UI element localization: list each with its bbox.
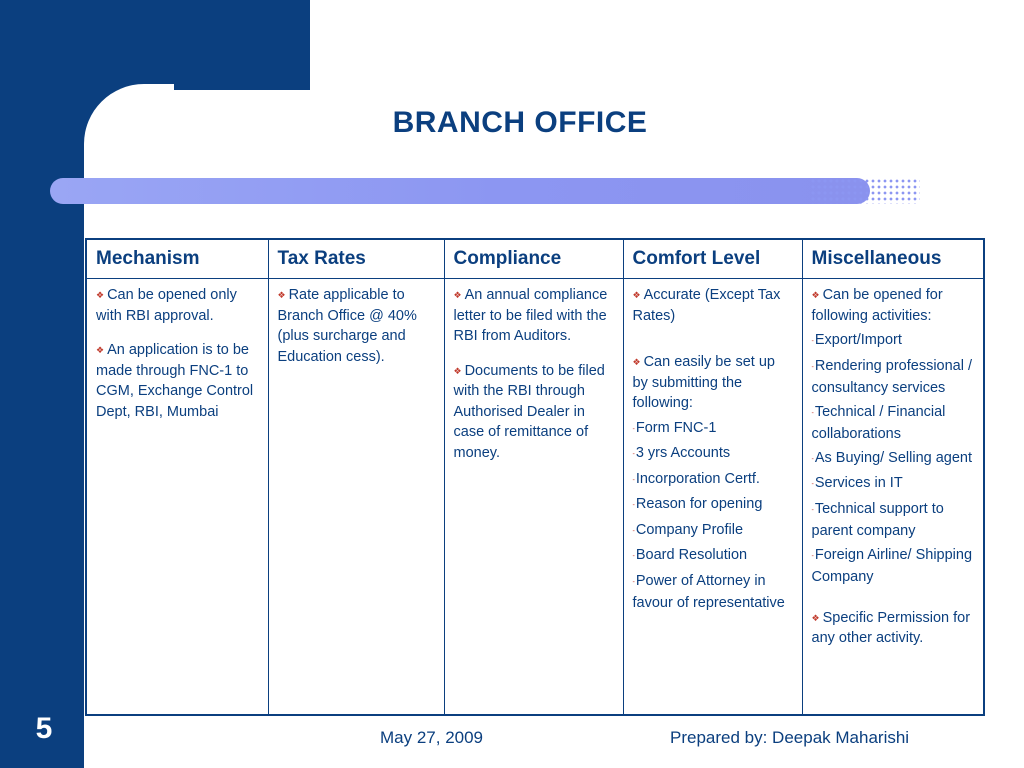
dash-bullet-icon: - bbox=[811, 338, 814, 345]
sub-list-item bbox=[812, 330, 975, 353]
dash-bullet-icon: - bbox=[811, 455, 814, 463]
header-mechanism: Mechanism bbox=[86, 239, 268, 279]
item-text: An annual compliance letter to be filed with the RBI from Auditors. bbox=[453, 287, 608, 344]
list-item bbox=[633, 352, 793, 414]
table-header-row bbox=[86, 239, 984, 279]
sub-item-text: Rendering professional / consultancy services bbox=[811, 357, 973, 396]
list-item bbox=[454, 361, 614, 464]
item-text: Documents to be filed with the RBI through Authorised Dealer in case of remittance of money. bbox=[453, 362, 605, 461]
table-row bbox=[86, 279, 984, 716]
footer-date: May 27, 2009 bbox=[380, 728, 484, 747]
sub-list-item bbox=[812, 545, 975, 588]
diamond-bullet-icon: ❖ bbox=[453, 290, 462, 300]
sub-item-text: Company Profile bbox=[635, 521, 744, 538]
sub-item-text: Foreign Airline/ Shipping Company bbox=[811, 546, 973, 585]
list-item bbox=[812, 285, 975, 326]
footer-author: Prepared by: Deepak Maharishi bbox=[670, 728, 910, 747]
sub-list-item bbox=[812, 402, 975, 445]
diamond-bullet-icon: ❖ bbox=[96, 290, 105, 300]
sub-list-item bbox=[633, 418, 793, 441]
dash-bullet-icon: - bbox=[632, 578, 635, 586]
sub-item-text: Power of Attorney in favour of representative bbox=[632, 572, 785, 611]
cell-comfort-level bbox=[623, 279, 802, 716]
dash-bullet-icon: - bbox=[632, 476, 635, 484]
sub-item-text: Technical / Financial collaborations bbox=[811, 403, 946, 442]
sub-item-text: Reason for opening bbox=[635, 496, 763, 512]
sub-item-text: Incorporation Certf. bbox=[635, 470, 760, 487]
list-item bbox=[96, 285, 259, 326]
dash-bullet-icon: - bbox=[811, 363, 814, 371]
diamond-bullet-icon: ❖ bbox=[811, 612, 820, 623]
sub-item-text: Export/Import bbox=[814, 332, 902, 348]
item-text: Can be opened for following activities: bbox=[811, 287, 943, 324]
sub-item-text: Technical support to parent company bbox=[811, 500, 944, 539]
diamond-bullet-icon: ❖ bbox=[632, 357, 641, 367]
diamond-bullet-icon: ❖ bbox=[453, 365, 462, 376]
sub-list-item bbox=[812, 473, 975, 496]
dash-bullet-icon: - bbox=[811, 552, 814, 560]
item-text: Can easily be set up by submitting the following: bbox=[632, 354, 775, 411]
header-tax-rates: Tax Rates bbox=[268, 239, 444, 279]
item-text: Specific Permission for any other activity. bbox=[811, 609, 971, 646]
sub-list-item bbox=[633, 571, 793, 614]
diamond-bullet-icon: ❖ bbox=[277, 290, 286, 300]
diamond-bullet-icon: ❖ bbox=[811, 290, 820, 300]
slide-number: 5 bbox=[35, 712, 53, 745]
dash-bullet-icon: - bbox=[632, 425, 635, 433]
list-item bbox=[454, 285, 614, 347]
dash-bullet-icon: - bbox=[632, 553, 635, 560]
frame-left-band bbox=[0, 0, 84, 768]
list-item bbox=[96, 340, 259, 422]
dash-bullet-icon: - bbox=[811, 481, 814, 488]
sub-list-item bbox=[633, 545, 793, 568]
dash-bullet-icon: - bbox=[632, 451, 635, 458]
header-comfort-level: Comfort Level bbox=[623, 239, 802, 279]
item-text: Rate applicable to Branch Office @ 40% (plus surcharge and Education cess). bbox=[277, 287, 417, 365]
sub-item-text: Form FNC-1 bbox=[635, 419, 717, 436]
header-compliance: Compliance bbox=[444, 239, 623, 279]
sub-list-item bbox=[812, 448, 975, 471]
list-item bbox=[278, 285, 435, 367]
item-text: Accurate (Except Tax Rates) bbox=[632, 287, 781, 324]
sub-item-text: 3 yrs Accounts bbox=[635, 445, 731, 461]
title-bar-dotted-tail bbox=[810, 178, 920, 204]
dash-bullet-icon: - bbox=[632, 527, 635, 535]
branch-office-table bbox=[85, 238, 985, 716]
diamond-bullet-icon: ❖ bbox=[96, 345, 105, 355]
diamond-bullet-icon: ❖ bbox=[632, 290, 641, 300]
sub-list-item bbox=[633, 520, 793, 543]
sub-item-text: Board Resolution bbox=[635, 547, 748, 563]
slide-title: BRANCH OFFICE bbox=[392, 106, 648, 139]
list-item bbox=[633, 285, 793, 326]
item-text: Can be opened only with RBI approval. bbox=[96, 287, 237, 324]
cell-mechanism bbox=[86, 279, 268, 716]
list-item bbox=[812, 608, 975, 649]
sub-item-text: Services in IT bbox=[814, 475, 903, 491]
sub-item-text: As Buying/ Selling agent bbox=[814, 449, 973, 466]
cell-compliance bbox=[444, 279, 623, 716]
dash-bullet-icon: - bbox=[632, 502, 635, 509]
cell-tax-rates bbox=[268, 279, 444, 716]
header-miscellaneous: Miscellaneous bbox=[802, 239, 984, 279]
item-text: An application is to be made through FNC-1 to CGM, Exchange Control Dept, RBI, Mumbai bbox=[96, 342, 254, 420]
sub-list-item bbox=[812, 356, 975, 399]
sub-list-item bbox=[633, 494, 793, 517]
sub-list-item bbox=[633, 469, 793, 492]
sub-list-item bbox=[633, 443, 793, 466]
dash-bullet-icon: - bbox=[811, 409, 814, 417]
title-underline-bar bbox=[50, 178, 870, 204]
cell-miscellaneous bbox=[802, 279, 984, 716]
dash-bullet-icon: - bbox=[811, 506, 814, 514]
sub-list-item bbox=[812, 499, 975, 542]
